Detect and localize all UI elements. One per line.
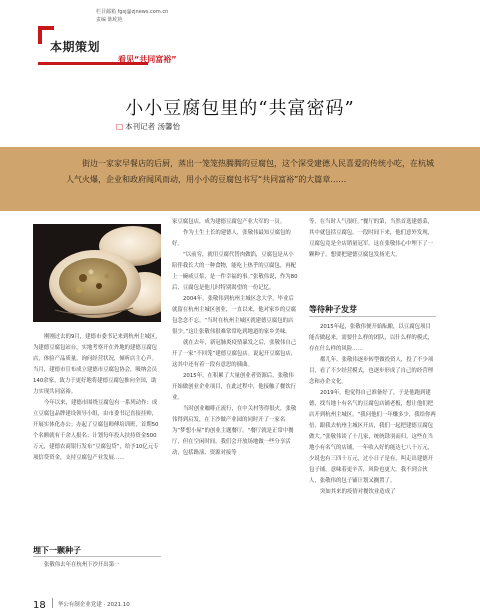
- paragraph: 等，在当时人气很旺。”餐厅的第，当然首选建德菜，其中就包括豆腐包。一段时间下来，他们意外发现，豆腐包竟是全店销量冠军。这在张敬伟心中埋下了一颗种子，想要把建德豆腐包发扬光大。: [309, 219, 434, 258]
- paragraph: 2015年，在积累了大量创业者资源后，张敬伟开始做创业企业项目，在此过程中，他接触了餐饮行业。: [172, 373, 296, 401]
- paragraph: 2019年，他觉得自己准备好了，于是他跑到建德，找当地十有名气的豆腐包店铺老板，想让他们把店开到杭州主城区。“我问他们一年赚多少，我给你两倍，跟我去杭州主城区开店，我们一起把建德豆腐包做大。”张敬伟谈了十几家，统统铩羽而归。这些在当地小有名气的店铺，一年收入好的能达七八十万元，少说也有三四十万元，过小日子是有，叫走出建德开包子铺，意味着更辛苦，风险也更大。我不到合伙人，张敬伟的包子铺计划又搁置了。: [309, 390, 436, 484]
- paragraph: 作为土生土长的建德人，张敬伟最知豆腐包的好。: [172, 230, 291, 247]
- subhead-await-sprout: 等待种子发芽: [309, 305, 357, 314]
- paragraph: 突如其来的疫情对餐饮业造成了: [320, 489, 396, 495]
- paragraph: 今年以来，建德市围绕豆腐包有一系列动作：成立豆腐包品牌建设领导小组，由市委书记直接挂帅，开展实体化办公；办起了豆腐包师傅培训班，首期50个名额就有千余人报名；计划每年投入扶持资金500万元，建德农商银行发布“豆腐包贷”，给予10亿元专项信贷资金，支持豆腐包产业发展……: [33, 400, 159, 461]
- paragraph: 张敬伟去年在杭州下沙开出第一: [44, 562, 120, 568]
- paragraph: 当时创业咖啡正流行，在中关村等得很火，张敬伟得到启发，在下沙做产业园的同时开了一家名为“梦想小屋”的创业主题餐厅。“餐厅就是正常中餐厅，但在空闲时间，我们会开放场地做一些分享活动，包括路演、资源对接等: [172, 406, 297, 456]
- page-number: 18: [33, 600, 46, 611]
- section-subtitle: 看见“共同富裕”: [118, 55, 177, 64]
- footer-divider: [52, 598, 53, 608]
- subhead-rule: [309, 316, 436, 317]
- paragraph: 2015年起，张敬伟便开始酝酿，以豆腐包项目能否做起来，需要什么样的团队，以什么样的模式，存在什么样的风险……: [309, 324, 433, 352]
- column-email: 栏目邮箱 fgsj@zjnews.com.cn: [96, 9, 169, 15]
- paragraph: 2004年，张敬伟到杭州主城区念大学，毕业后就留在杭州主城区创业，一直以来，他对家乡的豆腐包念念不忘。“当时在杭州主城区就建德豆腐包的店很少。”这让张敬伟很难常常吃到地道的家乡美味。: [172, 296, 296, 335]
- subhead-rule: [33, 556, 161, 557]
- article-column-3b: [309, 322, 436, 498]
- page-footer: [33, 598, 130, 611]
- section-corner-mark-top: [38, 26, 54, 30]
- tofu-bun-photo: [33, 224, 161, 322]
- paragraph: 家豆腐包店，成为建德豆腐包产业大军的一员。: [172, 219, 286, 225]
- article-column-1-tail: [33, 560, 161, 571]
- article-column-2: [172, 217, 298, 459]
- byline-text: 本刊记者 汤馨怡: [125, 122, 180, 131]
- article-column-1: [33, 332, 161, 464]
- article-column-3a: [309, 217, 436, 261]
- column-editor: 责编 陈屹艳: [96, 17, 123, 23]
- paragraph: 刚刚过去的9月，建德市委书记来到杭州主城区，为建德豆腐包站台，实地考察开在外地的建德豆腐包店，体验产品质量，询问经营状况，倾听店主心声。当月，建德市宣布成立建德市豆腐包协会，吸纳会员140余家，致力于更好地将建德豆腐包推向全国，助力实现共同富裕。: [33, 334, 161, 395]
- article-title: 小小豆腐包里的“共富密码”: [125, 98, 355, 119]
- article-byline: [116, 121, 180, 132]
- column-meta: [96, 8, 168, 24]
- section-title: 本期策划: [50, 40, 101, 54]
- paragraph: 都儿年，张敬伟逐步转型做投资人，投了不少项目，看了不少经营模式，也逐步形成了自己的经营理念和办企文化。: [309, 357, 434, 385]
- byline-square-icon: □: [116, 122, 124, 131]
- subhead-plant-seed: 埋下一颗种子: [33, 546, 81, 555]
- paragraph: 就在去年，新冠肺炎疫情暴发之后，张敬伟自己开了一家“不回笼”建德豆腐包店。说起开豆腐包店，这其中还有着一段有意思的插曲。: [172, 340, 297, 368]
- publication-name: 华公有制企业党建 · 2021.10: [57, 602, 130, 608]
- paragraph: “以前穷，就用豆腐代替肉做馅，豆腐包是从小陪伴我长大的一种食物，能吃上热乎的豆腐包，再配上一碗咸豆浆，是一件幸福的事。”张敬伟说，作为80后，豆腐包是他儿时特别渴望的一份记忆。: [172, 252, 298, 291]
- article-lead: 街边一家家早餐店的后厨，蒸出一笼笼热腾腾的豆腐包，这个深受建德人民喜爱的传统小吃，在杭城人气火爆，企业和政府闻风而动，用小小的豆腐包书写“共同富裕”的大篇章……: [66, 159, 434, 184]
